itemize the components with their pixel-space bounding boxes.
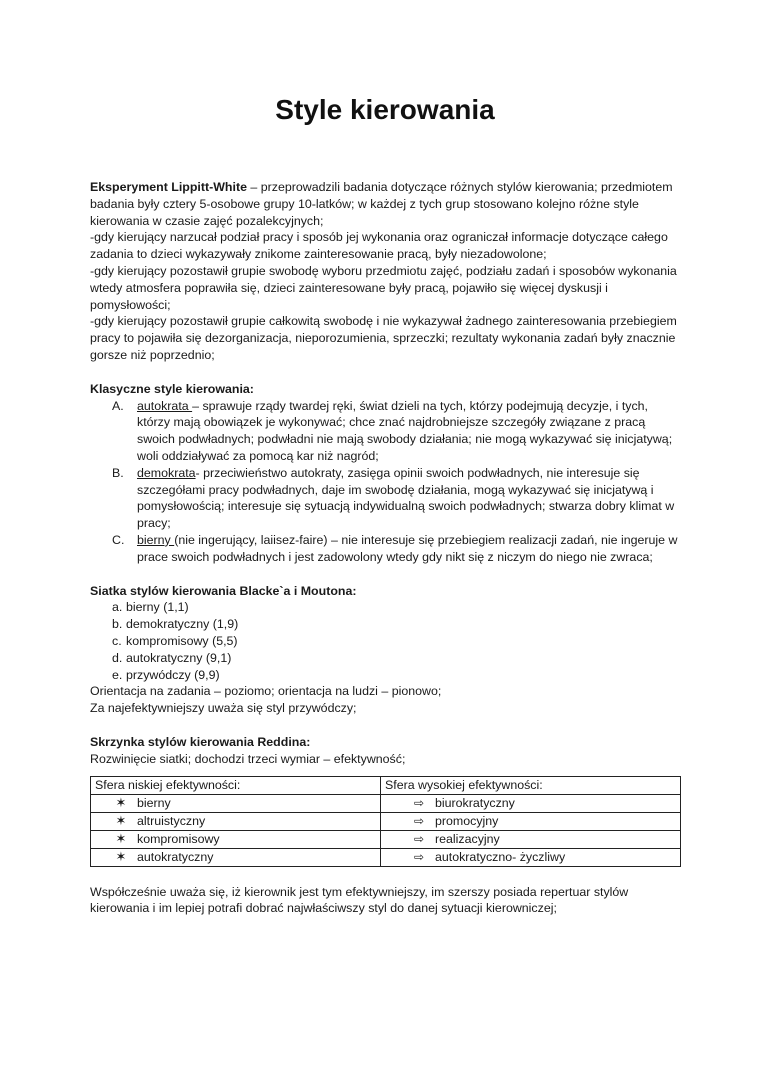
list-item [90,650,680,667]
list-item [90,599,680,616]
table-cell-low [91,812,381,830]
list-item [90,667,680,684]
arrow-right-bullet-icon: ⇨ [413,831,425,846]
table-row [91,848,681,866]
cell-text: biurokratyczny [435,795,515,810]
cell-text: bierny [137,795,171,810]
lippitt-white-line-1: -gdy kierujący narzucał podział pracy i sposób jej wykonania oraz ograniczał informacje dotyczące całego zadania to dzieci wykazywały znikome zainteresowanie pracą, były niezadowolone; [90,230,668,262]
grid-best-style-note: Za najefektywniejszy uważa się styl przywódczy; [90,701,357,716]
document-content [90,92,680,917]
table-cell-low [91,848,381,866]
list-text: kompromisowy (5,5) [126,633,238,648]
list-text: – sprawuje rządy twardej ręki, świat dzieli na tych, którzy podejmują decyzje, i tych, którzy mają obowiązek je wykonywać; chce znać najdrobniejsze szczegóły związane z pracą swoich podwładnych; podwładni nie mają swobody działania; nie mogą wykazywać się inicjatywą; woli oddziaływać za pomocą kar niż nagród; [137,398,673,463]
cell-text: realizacyjny [435,831,500,846]
table-cell-low [91,794,381,812]
list-marker: c. [112,633,122,648]
cell-text: autokratyczno- życzliwy [435,849,566,864]
list-text: demokratyczny (1,9) [126,617,239,632]
list-item [90,532,680,566]
list-text: - przeciwieństwo autokraty, zasięga opinii swoich podwładnych, nie interesuje się szczegółami pracy podwładnych, daje im swobodę działania, mogą wykazywać się inicjatywą i pomysłowością; interesuje się sytuacją indywidualną swoich podwładnych; stwarza dobry klimat w pracy; [137,465,675,531]
list-marker: C. [112,532,125,547]
list-term: autokrata [137,398,193,413]
lippitt-white-line-2: -gdy kierujący pozostawił grupie swobodę wyboru przedmiotu zajęć, podziału zadań i sposobów wykonania wtedy atmosfera poprawiła się, dzieci zainteresowane były pracą, pojawiło się więcej dyskusji i pomysłowości; [90,263,677,312]
section-reddin-box [90,734,680,867]
list-marker: A. [112,398,124,413]
spacer [90,867,680,884]
cell-text: autokratyczny [137,849,214,864]
lippitt-white-heading: Eksperyment Lippitt-White [90,180,247,194]
table-cell-high [381,848,681,866]
lippitt-white-line-3: -gdy kierujący pozostawił grupie całkowitą swobodę i nie wykazywał żadnego zainteresowania przebiegiem pracy to pojawiła się dezorganizacja, nieporozumienia, sprzeczki; rezultaty wykonania zadań były znacznie gorsze niż poprzednio; [90,314,677,362]
table-cell-high [381,830,681,848]
reddin-subtitle: Rozwinięcie siatki; dochodzi trzeci wymiar – efektywność; [90,751,406,766]
table-row [91,830,681,848]
list-item [90,633,680,650]
lippitt-white-intro [90,179,680,229]
classic-styles-heading: Klasyczne style kierowania: [90,381,254,396]
reddin-heading: Skrzynka stylów kierowania Reddina: [90,734,311,749]
section-classic-styles [90,381,680,566]
list-marker: a. [112,600,123,615]
list-term: demokrata [137,465,196,480]
table-header-low: Sfera niskiej efektywności: [91,776,381,794]
list-marker: B. [112,465,124,480]
table-cell-high [381,812,681,830]
cell-text: kompromisowy [137,831,220,846]
star-bullet-icon: ✶ [115,830,127,846]
list-text: autokratyczny (9,1) [126,650,232,665]
cell-text: promocyjny [435,813,499,828]
conclusion-paragraph: Współcześnie uważa się, iż kierownik jest tym efektywniejszy, im szerszy posiada repertuar stylów kierowania i im lepiej potrafi dobrać najwłaściwszy styl do danej sytuacji kierowniczej; [90,884,629,916]
section-lippitt-white [90,179,680,364]
list-item [90,398,680,465]
table-header-high: Sfera wysokiej efektywności: [381,776,681,794]
star-bullet-icon: ✶ [115,812,127,828]
section-blake-mouton-grid [90,583,680,717]
list-text: (nie ingerujący, laiisez-faire) – nie interesuje się przebiegiem realizacji zadań, nie ingeruje w prace swoich podwładnych i jest zadowolony wtedy gdy nikt się z niczym do niego nie zwraca; [137,532,678,564]
list-item [90,465,680,532]
table-row [91,812,681,830]
efficiency-table [90,776,681,867]
spacer [90,364,680,381]
star-bullet-icon: ✶ [115,848,127,864]
table-cell-high [381,794,681,812]
list-term: bierny [137,532,175,547]
list-text: przywódczy (9,9) [126,667,220,682]
spacer [90,717,680,734]
grid-orientation-note: Orientacja na zadania – poziomo; orientacja na ludzi – pionowo; [90,684,442,699]
arrow-right-bullet-icon: ⇨ [413,795,425,810]
list-marker: e. [112,667,123,682]
table-cell-low [91,830,381,848]
table-row [91,794,681,812]
lippitt-white-intro-text: – przeprowadzili badania dotyczące różnych stylów kierowania; przedmiotem badania były cztery 5-osobowe grupy 10-latków; w każdej z tych grup stosowano kolejno różne style kierowania w czasie zajęć pozalekcyjnych; [90,180,673,228]
spacer [90,566,680,583]
list-item [90,616,680,633]
table-header-row [91,776,681,794]
star-bullet-icon: ✶ [115,794,127,810]
list-text: bierny (1,1) [126,600,189,615]
arrow-right-bullet-icon: ⇨ [413,813,425,828]
list-marker: b. [112,617,123,632]
list-marker: d. [112,650,123,665]
arrow-right-bullet-icon: ⇨ [413,849,425,864]
grid-heading: Siatka stylów kierowania Blacke`a i Moutona: [90,583,357,598]
page-title: Style kierowania [275,94,495,125]
cell-text: altruistyczny [137,813,206,828]
